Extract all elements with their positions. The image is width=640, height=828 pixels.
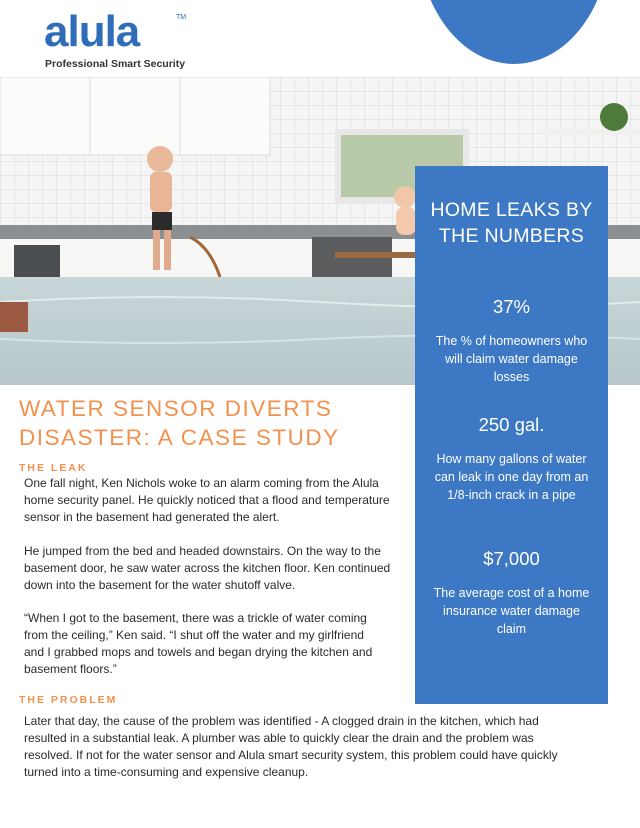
stat-value: 250 gal. <box>478 414 545 435</box>
paragraph-line: Later that day, the cause of the problem was identified - A clogged drain in the kitchen, which had <box>24 714 539 728</box>
headline-line-2: DISASTER: A CASE STUDY <box>19 425 340 450</box>
stat-value: 37% <box>492 296 531 317</box>
stat-average-claim-cost <box>415 548 608 638</box>
paragraph-downstairs <box>24 543 390 594</box>
logo-tagline: Professional Smart Security <box>45 58 186 70</box>
alula-logo <box>44 7 187 70</box>
paragraph-line: “When I got to the basement, there was a trickle of water coming <box>24 611 367 625</box>
stats-title-line-2: THE NUMBERS <box>438 225 585 247</box>
stat-gallons-leak <box>415 414 608 504</box>
stat-description: How many gallons of water can leak in one day from an 1/8-inch crack in a pipe <box>434 452 589 502</box>
paragraph-line: turned into a time-consuming and expensive cleanup. <box>24 765 309 779</box>
section-title-the-leak: THE LEAK <box>19 462 88 474</box>
decorative-blue-circle <box>418 0 610 64</box>
stats-panel-title <box>415 197 608 249</box>
stat-description: The % of homeowners who will claim water damage losses <box>435 334 588 384</box>
stat-homeowners-claims <box>415 296 608 386</box>
paragraph-line: basement door, he saw water across the kitchen floor. Ken continued <box>24 561 391 575</box>
paragraph-line: resolved. If not for the water sensor and Alula smart security system, this problem could have quickly <box>24 748 558 762</box>
article-headline <box>19 394 340 452</box>
paragraph-alarm <box>24 475 390 526</box>
paragraph-line: from the ceiling,” Ken said. “I shut off the water and my girlfriend <box>24 628 364 642</box>
section-title-the-problem: THE PROBLEM <box>19 694 118 706</box>
stat-description: The average cost of a home insurance water damage claim <box>433 586 590 636</box>
stat-value: $7,000 <box>483 548 540 569</box>
paragraph-line: One fall night, Ken Nichols woke to an alarm coming from the Alula <box>24 476 379 490</box>
paragraph-quote <box>24 610 372 678</box>
logo-wordmark: alula <box>44 7 140 56</box>
paragraph-line: sensor in the basement had generated the alert. <box>24 510 280 524</box>
paragraph-line: resulted in a substantial leak. A plumber was able to quickly clear the drain and the problem was <box>24 731 534 745</box>
paragraph-line: and I grabbed mops and towels and began drying the kitchen and <box>24 645 373 659</box>
home-leaks-stats-panel <box>415 166 608 704</box>
paragraph-line: He jumped from the bed and headed downstairs. On the way to the <box>24 544 381 558</box>
paragraph-line: down into the basement for the water shutoff valve. <box>24 578 296 592</box>
paragraph-line: basement floors.” <box>24 662 117 676</box>
logo-trademark: TM <box>176 14 187 21</box>
paragraph-problem <box>24 713 558 781</box>
headline-line-1: WATER SENSOR DIVERTS <box>19 396 333 421</box>
paragraph-line: home security panel. He quickly noticed that a flood and temperature <box>24 493 390 507</box>
stats-title-line-1: HOME LEAKS BY <box>430 199 593 221</box>
